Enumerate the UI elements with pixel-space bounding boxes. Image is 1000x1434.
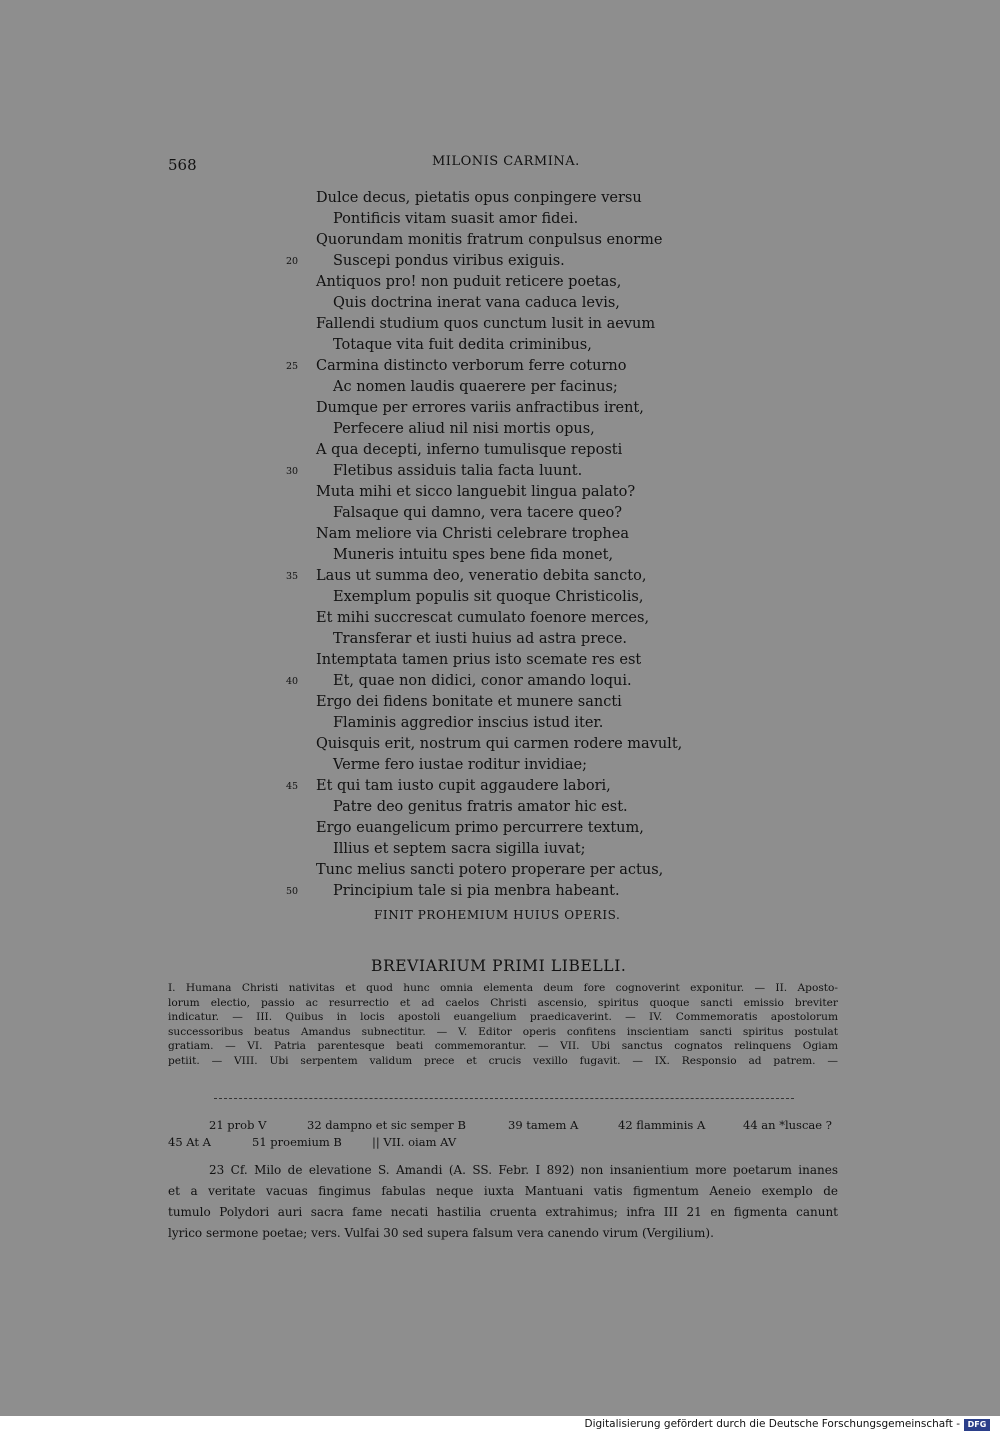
verse-line: Quisquis erit, nostrum qui carmen rodere mavult, [316,736,683,752]
verse-line: Flaminis aggredior inscius istud iter. [333,715,604,731]
note-line: tumulo Polydori auri sacra fame necati hastilia cruenta extrahimus; infra III 21 en figmenta canunt [168,1205,838,1219]
note-line: lyrico sermone poetae; vers. Vulfai 30 sed supera falsum vera canendo virum (Vergilium). [168,1226,714,1240]
verse-line: Totaque vita fuit dedita criminibus, [333,337,592,353]
verse-line: Nam meliore via Christi celebrare trophea [316,526,629,542]
line-number: 20 [286,256,299,267]
verse-line: Verme fero iustae roditur invidiae; [333,757,588,773]
apparatus-entry: || VII. oiam AV [372,1135,457,1149]
verse-line: Pontificis vitam suasit amor fidei. [333,211,579,227]
line-number: 50 [286,886,299,897]
breviarium-line: gratiam. — VI. Patria parentesque beati commemorantur. — VII. Ubi sanctus cognatos relinquens Ogiam [168,1040,838,1052]
verse-line: Intemptata tamen prius isto scemate res est [316,652,642,668]
verse-line: Tunc melius sancti potero properare per actus, [316,862,664,878]
verse-line: Muneris intuitu spes bene fida monet, [333,547,614,563]
verse-line: Dumque per errores variis anfractibus irent, [316,400,644,416]
apparatus-entry: 44 an *luscae ? [743,1118,832,1132]
divider-rule [214,1098,794,1099]
apparatus-entry: 51 proemium B [252,1135,342,1149]
verse-line: Falsaque qui damno, vera tacere queo? [333,505,623,521]
line-number: 45 [286,781,299,792]
breviarium-title: BREVIARIUM PRIMI LIBELLI. [371,957,627,975]
verse-line: Et, quae non didici, conor amando loqui. [333,673,632,689]
finit-line: FINIT PROHEMIUM HUIUS OPERIS. [374,908,621,922]
verse-line: Antiquos pro! non puduit reticere poetas, [316,274,622,290]
line-number: 40 [286,676,299,687]
verse-line: Exemplum populis sit quoque Christicolis, [333,589,644,605]
breviarium-line: I. Humana Christi nativitas et quod hunc omnia elementa deum fore cognoverint exponitur. — II. Aposto- [168,982,838,994]
note-line: et a veritate vacuas fingimus fabulas neque iuxta Mantuani vatis figmentum Aeneio exemplo de [168,1184,838,1198]
verse-line: Laus ut summa deo, veneratio debita sancto, [316,568,647,584]
verse-line: A qua decepti, inferno tumulisque reposti [316,442,623,458]
apparatus-entry: 32 dampno et sic semper B [307,1118,466,1132]
verse-line: Fletibus assiduis talia facta luunt. [333,463,583,479]
verse-line: Quis doctrina inerat vana caduca levis, [333,295,620,311]
verse-line: Et qui tam iusto cupit aggaudere labori, [316,778,611,794]
verse-line: Perfecere aliud nil nisi mortis opus, [333,421,595,437]
verse-line: Fallendi studium quos cunctum lusit in aevum [316,316,656,332]
line-number: 35 [286,571,299,582]
commentary-notes [168,1160,838,1244]
breviarium-text [168,981,838,1068]
verse-line: Muta mihi et sicco languebit lingua palato? [316,484,636,500]
verse-line: Suscepi pondus viribus exiguis. [333,253,565,269]
apparatus-entry: 42 flamminis A [618,1118,706,1132]
running-head: MILONIS CARMINA. [432,154,580,169]
apparatus-entry: 45 At A [168,1135,211,1149]
note-line: 23 Cf. Milo de elevatione S. Amandi (A. SS. Febr. I 892) non insanientium more poetarum inanes [209,1163,838,1177]
breviarium-line: petiit. — VIII. Ubi serpentem validum prece et crucis vexillo fugavit. — IX. Responsio ad patrem. — [168,1054,838,1067]
breviarium-line: indicatur. — III. Quibus in locis apostoli euangelium praedicaverint. — IV. Commemoratis apostolorum [168,1011,838,1023]
verse-line: Ac nomen laudis quaerere per facinus; [333,379,618,395]
verse-line: Carmina distincto verborum ferre coturno [316,358,627,374]
verse-line: Illius et septem sacra sigilla iuvat; [333,841,586,857]
verse-line: Principium tale si pia menbra habeant. [333,883,620,899]
page-number: 568 [168,156,197,174]
verse-line: Et mihi succrescat cumulato foenore merces, [316,610,650,626]
verse-line: Transferar et iusti huius ad astra prece. [333,631,628,647]
apparatus-row [168,1117,838,1134]
breviarium-line: lorum electio, passio ac resurrectio et ad caelos Christi ascensio, spiritus quoque sancti emissio breviter [168,996,838,1009]
line-number: 30 [286,466,299,477]
apparatus-entry: 21 prob V [209,1118,267,1132]
verse-line: Quorundam monitis fratrum conpulsus enorme [316,232,663,248]
verse-line: Patre deo genitus fratris amator hic est. [333,799,628,815]
critical-apparatus [168,1117,838,1151]
breviarium-line: successoribus beatus Amandus subnectitur. — V. Editor operis confitens inscientiam sancti spiritus postulat [168,1025,838,1038]
line-number: 25 [286,361,299,372]
apparatus-row [168,1134,838,1151]
apparatus-entry: 39 tamem A [508,1118,579,1132]
dfg-logo-icon: DFG [964,1419,990,1431]
verse-line: Dulce decus, pietatis opus conpingere versu [316,190,642,206]
footer-credit: Digitalisierung gefördert durch die Deutsche Forschungsgemeinschaft - [584,1418,960,1430]
verse-line: Ergo euangelicum primo percurrere textum, [316,820,644,836]
verse-line: Ergo dei fidens bonitate et munere sancti [316,694,622,710]
